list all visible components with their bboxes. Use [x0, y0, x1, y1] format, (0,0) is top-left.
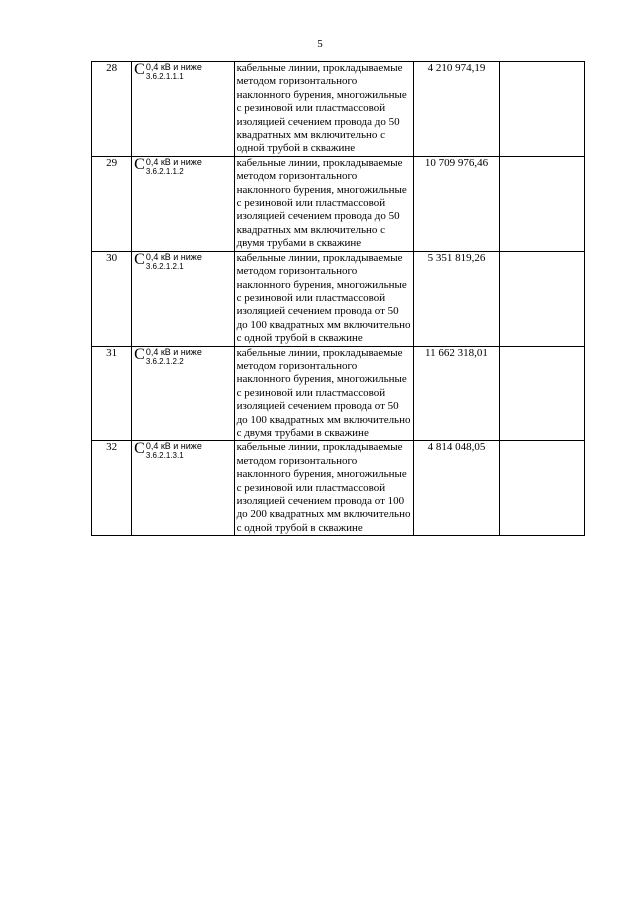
- code-letter: C: [134, 440, 145, 458]
- row-extra: [499, 251, 584, 346]
- code-superscript: 0,4 кВ и ниже: [145, 441, 202, 452]
- row-value: 5 351 819,26: [414, 251, 499, 346]
- row-extra: [499, 441, 584, 536]
- code-superscript: 0,4 кВ и ниже: [145, 62, 202, 72]
- row-description: кабельные линии, прокладываемые методом горизонтального наклонного бурения, многожильные с резиновой или пластмассовой изоляцией сечением провода до 50 квадратных мм включительно с одной трубой в скважине: [234, 62, 414, 157]
- code-subscript: 3.6.2.1.2.1: [145, 261, 184, 271]
- row-value: 4 814 048,05: [414, 441, 499, 536]
- row-extra: [499, 156, 584, 251]
- row-number: 28: [92, 62, 132, 157]
- table-row: [92, 62, 585, 157]
- table-row: [92, 441, 585, 536]
- rate-code: [132, 441, 234, 536]
- code-letter: C: [134, 155, 145, 173]
- rate-code: [132, 346, 234, 441]
- row-description: кабельные линии, прокладываемые методом горизонтального наклонного бурения, многожильные с резиновой или пластмассовой изоляцией сечением провода от 50 до 100 квадратных мм включительно с двумя трубами в скважине: [234, 346, 414, 441]
- code-superscript: 0,4 кВ и ниже: [145, 251, 202, 262]
- code-subscript: 3.6.2.1.3.1: [145, 451, 184, 461]
- row-extra: [499, 346, 584, 441]
- table-row: [92, 156, 585, 251]
- row-value: 11 662 318,01: [414, 346, 499, 441]
- row-number: 30: [92, 251, 132, 346]
- rate-code: [132, 251, 234, 346]
- page-number: 5: [317, 38, 323, 50]
- table-row: [92, 346, 585, 441]
- row-number: 32: [92, 441, 132, 536]
- code-letter: C: [134, 345, 145, 363]
- rate-code: [132, 62, 234, 157]
- row-value: 4 210 974,19: [414, 62, 499, 157]
- code-superscript: 0,4 кВ и ниже: [145, 156, 202, 167]
- row-number: 31: [92, 346, 132, 441]
- row-number: 29: [92, 156, 132, 251]
- row-extra: [499, 62, 584, 157]
- rates-table: [91, 61, 585, 536]
- code-subscript: 3.6.2.1.1.1: [145, 72, 184, 81]
- table-row: [92, 251, 585, 346]
- row-description: кабельные линии, прокладываемые методом горизонтального наклонного бурения, многожильные с резиновой или пластмассовой изоляцией сечением провода от 100 до 200 квадратных мм включительно с одной трубой в скважине: [234, 441, 414, 536]
- row-description: кабельные линии, прокладываемые методом горизонтального наклонного бурения, многожильные с резиновой или пластмассовой изоляцией сечением провода до 50 квадратных мм включительно с двумя трубами в скважине: [234, 156, 414, 251]
- code-letter: C: [134, 250, 145, 268]
- row-value: 10 709 976,46: [414, 156, 499, 251]
- code-letter: C: [134, 61, 145, 78]
- code-subscript: 3.6.2.1.2.2: [145, 356, 184, 366]
- code-subscript: 3.6.2.1.1.2: [145, 166, 184, 176]
- row-description: кабельные линии, прокладываемые методом горизонтального наклонного бурения, многожильные с резиновой или пластмассовой изоляцией сечением провода от 50 до 100 квадратных мм включительно с одной трубой в скважине: [234, 251, 414, 346]
- rate-code: [132, 156, 234, 251]
- code-superscript: 0,4 кВ и ниже: [145, 346, 202, 357]
